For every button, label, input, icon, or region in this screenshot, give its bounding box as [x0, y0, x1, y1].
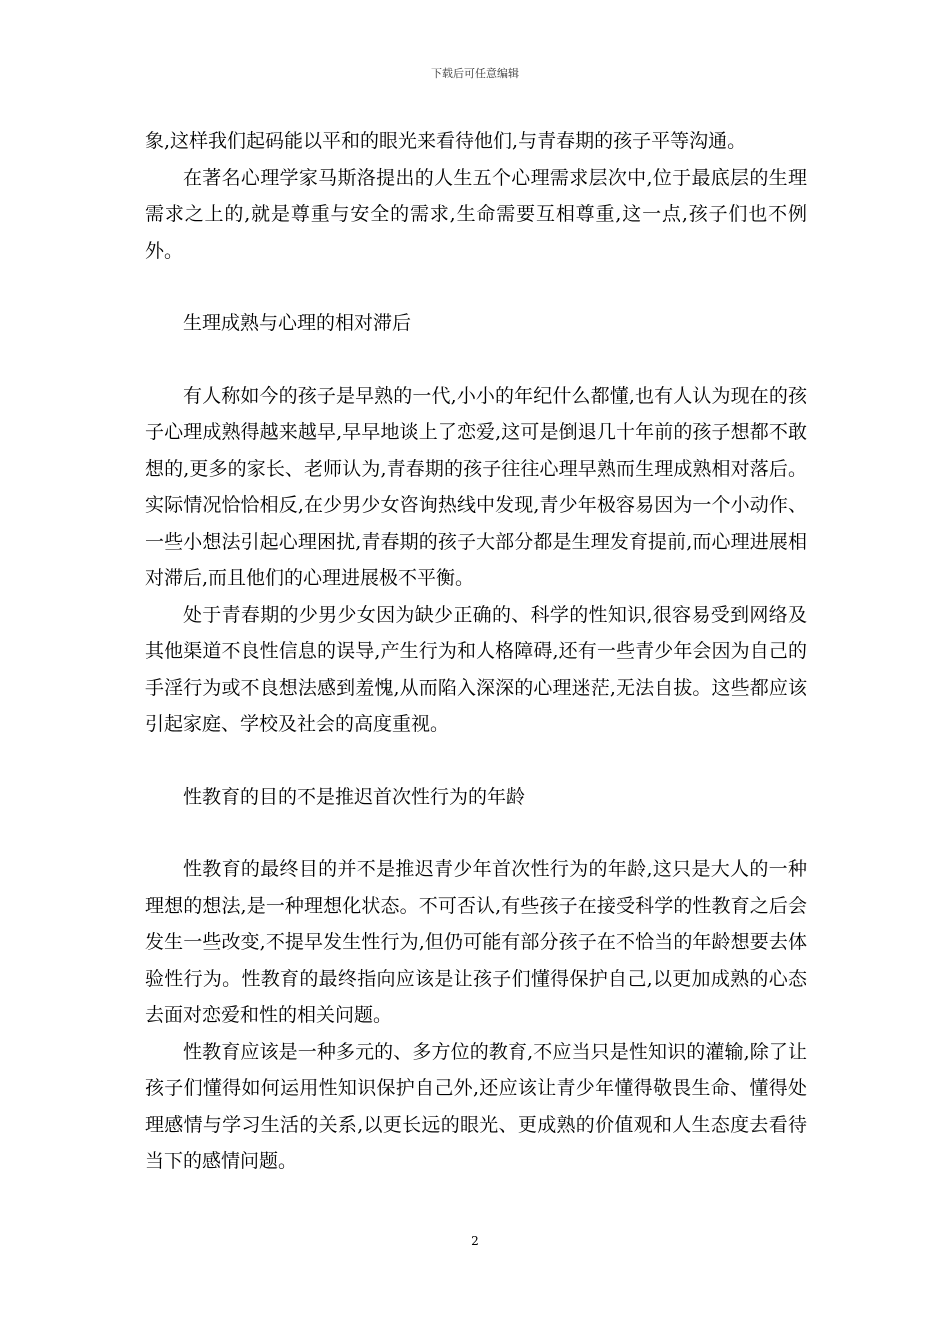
- document-body: [145, 123, 807, 1180]
- paragraph-sex-knowledge: 处于青春期的少男少女因为缺少正确的、科学的性知识,很容易受到网络及其他渠道不良性信息的误导,产生行为和人格障碍,还有一些青少年会因为自己的手淫行为或不良想法感到羞愧,从而陷入深深的心理迷茫,无法自拔。这些都应该引起家庭、学校及社会的高度重视。: [145, 603, 807, 735]
- section-heading-maturity: 生理成熟与心理的相对滞后: [183, 312, 412, 334]
- paragraph-continuation: 象,这样我们起码能以平和的眼光来看待他们,与青春期的孩子平等沟通。: [145, 130, 747, 152]
- paragraph-maslow: 在著名心理学家马斯洛提出的人生五个心理需求层次中,位于最底层的生理需求之上的,就是尊重与安全的需求,生命需要互相尊重,这一点,孩子们也不例外。: [145, 166, 807, 262]
- page-number: 2: [471, 1234, 479, 1248]
- paragraph-gap: [145, 269, 807, 305]
- paragraph-final-goal: 性教育的最终目的并不是推迟青少年首次性行为的年龄,这只是大人的一种理想的想法,是一种理想化状态。不可否认,有些孩子在接受科学的性教育之后会发生一些改变,不提早发生性行为,但仍可能有部分孩子在不恰当的年龄想要去体验性行为。性教育的最终指向应该是让孩子们懂得保护自己,以更加成熟的心态去面对恋爱和性的相关问题。: [145, 858, 807, 1026]
- paragraph-early-maturity: 有人称如今的孩子是早熟的一代,小小的年纪什么都懂,也有人认为现在的孩子心理成熟得越来越早,早早地谈上了恋爱,这可是倒退几十年前的孩子想都不敢想的,更多的家长、老师认为,青春期的孩子往往心理早熟而生理成熟相对落后。实际情况恰恰相反,在少男少女咨询热线中发现,青少年极容易因为一个小动作、一些小想法引起心理困扰,青春期的孩子大部分都是生理发育提前,而心理进展相对滞后,而且他们的心理进展极不平衡。: [145, 384, 807, 589]
- paragraph-gap: [145, 743, 807, 779]
- paragraph-gap: [145, 815, 807, 851]
- paragraph-multi-dimensional: 性教育应该是一种多元的、多方位的教育,不应当只是性知识的灌输,除了让孩子们懂得如何运用性知识保护自己外,还应该让青少年懂得敬畏生命、懂得处理感情与学习生活的关系,以更长远的眼光、更成熟的价值观和人生态度去看待当下的感情问题。: [145, 1040, 807, 1172]
- paragraph-gap: [145, 342, 807, 378]
- page-header: 下载后可任意编辑: [431, 67, 519, 80]
- section-heading-education-goal: 性教育的目的不是推迟首次性行为的年龄: [183, 785, 526, 808]
